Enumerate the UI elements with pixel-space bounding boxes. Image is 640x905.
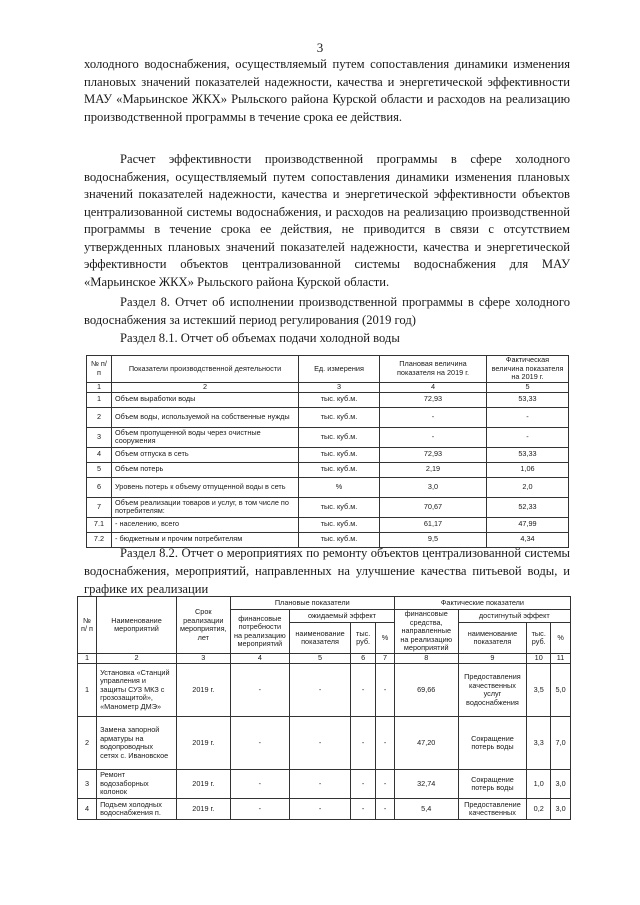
row-ach-pct: 7,0 (551, 717, 571, 770)
header-expected-rub: тыс. руб. (351, 623, 376, 654)
row-num: 3 (78, 770, 97, 799)
section-8-1-title: Раздел 8.1. Отчет об объемах подачи холодной воды (120, 331, 400, 345)
row-term: 2019 г. (176, 770, 230, 799)
table-row (87, 497, 569, 517)
column-number: 6 (351, 654, 376, 664)
row-name: Замена запорной арматуры на водопроводных сетях с. Ивановское (97, 717, 177, 770)
header-num: № п/ п (78, 597, 97, 654)
row-fin-need: - (230, 770, 289, 799)
header-unit: Ед. измерения (299, 356, 380, 383)
column-number: 7 (376, 654, 395, 664)
row-fact: 1,06 (487, 462, 569, 477)
row-num: 7.2 (87, 532, 112, 547)
header-expected-name: наименование показателя (290, 623, 351, 654)
row-exp-pct: - (376, 717, 395, 770)
row-ach-rub: 1,0 (527, 770, 551, 799)
table-row (87, 477, 569, 497)
column-number: 4 (230, 654, 289, 664)
row-unit: тыс. куб.м. (299, 532, 380, 547)
row-num: 5 (87, 462, 112, 477)
column-number: 8 (394, 654, 458, 664)
page-number: 3 (316, 40, 324, 55)
table-row (78, 770, 571, 799)
header-actual: Фактические показатели (394, 597, 570, 610)
header-achieved-name: наименование показателя (458, 623, 527, 654)
row-name: Объем реализации товаров и услуг, в том числе по потребителям: (112, 497, 299, 517)
table-row (78, 799, 571, 820)
row-exp-name: - (290, 717, 351, 770)
row-exp-rub: - (351, 770, 376, 799)
row-num: 6 (87, 477, 112, 497)
row-ach-name: Предоставления качественных услуг водоснабжения (458, 664, 527, 717)
row-plan: - (380, 407, 487, 427)
row-name: Установка «Станций управления и защиты СУЗ МКЗ с грозозащитой», «Манометр ДМЭ» (97, 664, 177, 717)
header-planned: Плановые показатели (230, 597, 394, 610)
row-name: Объем пропущенной воды через очистные сооружения (112, 427, 299, 447)
row-num: 3 (87, 427, 112, 447)
measures-table (77, 596, 571, 820)
row-plan: 9,5 (380, 532, 487, 547)
row-plan: 3,0 (380, 477, 487, 497)
row-plan: 70,67 (380, 497, 487, 517)
table-row (87, 462, 569, 477)
row-name: - населению, всего (112, 517, 299, 532)
column-number: 10 (527, 654, 551, 664)
row-name: Ремонт водозаборных колонок (97, 770, 177, 799)
row-exp-pct: - (376, 799, 395, 820)
column-number: 1 (87, 382, 112, 392)
row-exp-name: - (290, 664, 351, 717)
row-num: 4 (87, 447, 112, 462)
row-plan: 72,93 (380, 392, 487, 407)
row-name: Объем выработки воды (112, 392, 299, 407)
row-fact: 53,33 (487, 447, 569, 462)
row-ach-pct: 5,0 (551, 664, 571, 717)
row-term: 2019 г. (176, 717, 230, 770)
row-exp-rub: - (351, 717, 376, 770)
table-header-row (78, 597, 571, 610)
row-unit: % (299, 477, 380, 497)
header-plan: Плановая величина показателя на 2019 г. (380, 356, 487, 383)
column-numbers-row (87, 382, 569, 392)
header-name: Наименование мероприятий (97, 597, 177, 654)
header-term: Срок реализации мероприятия, лет (176, 597, 230, 654)
row-ach-rub: 3,5 (527, 664, 551, 717)
row-name: Объем потерь (112, 462, 299, 477)
table-row (87, 517, 569, 532)
row-name: Объем отпуска в сеть (112, 447, 299, 462)
row-num: 2 (87, 407, 112, 427)
row-num: 1 (78, 664, 97, 717)
column-number: 11 (551, 654, 571, 664)
row-name: - бюджетным и прочим потребителям (112, 532, 299, 547)
row-ach-name: Предоставление качественных (458, 799, 527, 820)
row-exp-pct: - (376, 770, 395, 799)
header-expected-pct: % (376, 623, 395, 654)
header-fin-means: финансовые средства, направленные на реализацию мероприятий (394, 610, 458, 654)
header-achieved: достигнутый эффект (458, 610, 570, 623)
row-name: Объем воды, используемой на собственные нужды (112, 407, 299, 427)
row-fact: 4,34 (487, 532, 569, 547)
row-fin: 69,66 (394, 664, 458, 717)
table-row (87, 447, 569, 462)
row-fin-need: - (230, 799, 289, 820)
column-number: 2 (97, 654, 177, 664)
water-volume-table (86, 355, 569, 548)
row-ach-pct: 3,0 (551, 799, 571, 820)
row-fact: - (487, 427, 569, 447)
row-exp-rub: - (351, 799, 376, 820)
row-exp-name: - (290, 770, 351, 799)
row-plan: 2,19 (380, 462, 487, 477)
row-plan: 61,17 (380, 517, 487, 532)
row-ach-pct: 3,0 (551, 770, 571, 799)
table-row (78, 664, 571, 717)
column-number: 2 (112, 382, 299, 392)
row-fin: 5,4 (394, 799, 458, 820)
row-num: 2 (78, 717, 97, 770)
row-unit: тыс. куб.м. (299, 462, 380, 477)
table-row (87, 407, 569, 427)
header-expected: ожидаемый эффект (290, 610, 395, 623)
header-num: № п/п (87, 356, 112, 383)
row-num: 7.1 (87, 517, 112, 532)
row-num: 4 (78, 799, 97, 820)
row-term: 2019 г. (176, 664, 230, 717)
row-unit: тыс. куб.м. (299, 497, 380, 517)
row-fin-need: - (230, 664, 289, 717)
table-row (78, 717, 571, 770)
row-fact: 53,33 (487, 392, 569, 407)
row-num: 7 (87, 497, 112, 517)
paragraph-intro: холодного водоснабжения, осуществляемый путем сопоставления динамики изменения плановых значений показателей надежности, качества и энергетической эффективности МАУ «Марьинское ЖКХ» Рыльского района Курской области и расходов на реализацию производственной программы в течение срока ее действия. (84, 57, 570, 124)
row-ach-rub: 3,3 (527, 717, 551, 770)
row-plan: 72,93 (380, 447, 487, 462)
column-number: 5 (487, 382, 569, 392)
header-indicator: Показатели производственной деятельности (112, 356, 299, 383)
column-numbers-row (78, 654, 571, 664)
column-number: 1 (78, 654, 97, 664)
section-8-heading: Раздел 8. Отчет об исполнении производственной программы в сфере холодного водоснабжения за истекший период регулирования (2019 год) (84, 295, 570, 327)
row-unit: тыс. куб.м. (299, 407, 380, 427)
column-number: 5 (290, 654, 351, 664)
column-number: 9 (458, 654, 527, 664)
row-exp-rub: - (351, 664, 376, 717)
column-number: 4 (380, 382, 487, 392)
row-unit: тыс. куб.м. (299, 427, 380, 447)
row-unit: тыс. куб.м. (299, 392, 380, 407)
header-fin-need: финансовые потребности на реализацию мероприятий (230, 610, 289, 654)
row-exp-name: - (290, 799, 351, 820)
row-fact: - (487, 407, 569, 427)
header-achieved-pct: % (551, 623, 571, 654)
row-name: Уровень потерь к объему отпущенной воды в сеть (112, 477, 299, 497)
section-8-2-title: Раздел 8.2. Отчет о мероприятиях по ремонту объектов централизованной системы водоснабжения, мероприятий, направленных на улучшение качества питьевой воды, и графике их реализации (84, 546, 570, 596)
row-ach-name: Сокращение потерь воды (458, 770, 527, 799)
row-unit: тыс. куб.м. (299, 517, 380, 532)
row-fin: 32,74 (394, 770, 458, 799)
column-number: 3 (176, 654, 230, 664)
row-term: 2019 г. (176, 799, 230, 820)
row-fact: 52,33 (487, 497, 569, 517)
row-unit: тыс. куб.м. (299, 447, 380, 462)
row-ach-name: Сокращение потерь воды (458, 717, 527, 770)
row-fin-need: - (230, 717, 289, 770)
table-row (87, 392, 569, 407)
row-fact: 2,0 (487, 477, 569, 497)
row-plan: - (380, 427, 487, 447)
header-achieved-rub: тыс. руб. (527, 623, 551, 654)
row-fin: 47,20 (394, 717, 458, 770)
row-fact: 47,99 (487, 517, 569, 532)
row-ach-rub: 0,2 (527, 799, 551, 820)
column-number: 3 (299, 382, 380, 392)
table-row (87, 427, 569, 447)
row-name: Подъем холодных водоснабжения п. (97, 799, 177, 820)
header-fact: Фактическая величина показателя на 2019 г. (487, 356, 569, 383)
table-header-row (87, 356, 569, 383)
row-num: 1 (87, 392, 112, 407)
paragraph-efficiency: Расчет эффективности производственной программы в сфере холодного водоснабжения, осуществляемый путем сопоставления динамики изменения плановых значений показателей надежности, качества и энергетической эффективности объектов централизованной системы водоснабжения, и расходов на реализацию производственной программы в течение срока ее действия, не приводится в связи с отсутствием утвержденных плановых значений показателей надежности, качества и энергетической эффективности объектов централизованной системы водоснабжения для МАУ «Марьинское ЖКХ» Рыльского района Курской области. (84, 152, 570, 289)
row-exp-pct: - (376, 664, 395, 717)
